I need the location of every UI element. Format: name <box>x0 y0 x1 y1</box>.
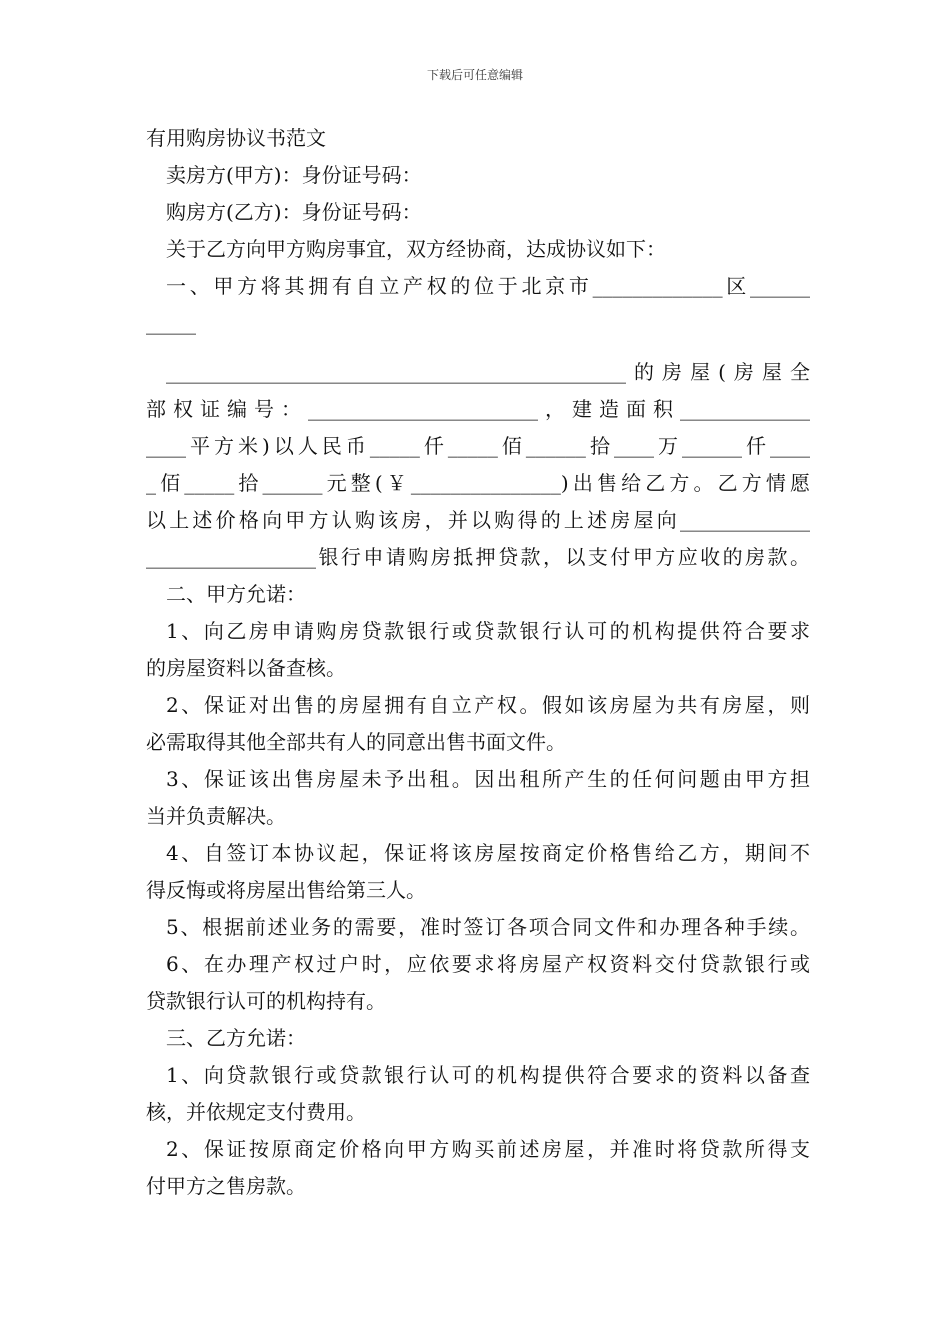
clause-1-line-1: 一、甲方将其拥有自立产权的位于北京市_____________区______ <box>166 274 810 298</box>
section-2-item-3-line-2: 当并负责解决。 <box>146 804 286 828</box>
section-2-item-6-line-1: 6、在办理产权过户时，应依要求将房屋产权资料交付贷款银行或 <box>166 952 810 976</box>
section-3-heading: 三、乙方允诺： <box>166 1026 306 1050</box>
document-body <box>146 120 810 1205</box>
section-2-heading: 二、甲方允诺： <box>166 582 306 606</box>
section-2-item-1-line-2: 的房屋资料以备查核。 <box>146 656 346 680</box>
seller-line: 卖房方(甲方)：身份证号码： <box>166 163 422 187</box>
page-header-note: 下载后可任意编辑 <box>426 68 523 82</box>
section-2-item-5: 5、根据前述业务的需要，准时签订各项合同文件和办理各种手续。 <box>166 915 810 939</box>
section-2-item-4-line-1: 4、自签订本协议起，保证将该房屋按商定价格售给乙方，期间不 <box>166 841 810 865</box>
section-2-item-3-line-1: 3、保证该出售房屋未予出租。因出租所产生的任何问题由甲方担 <box>166 767 810 791</box>
clause-1-line-3: ______________________________________________的房屋(房屋全 <box>166 360 810 384</box>
clause-1-line-5: ____平方米)以人民币_____仟_____佰______拾____万______仟____ <box>146 434 810 458</box>
section-3-item-2-line-2: 付甲方之售房款。 <box>146 1174 306 1198</box>
document-title: 有用购房协议书范文 <box>146 126 326 150</box>
buyer-line: 购房方(乙方)：身份证号码： <box>166 200 422 224</box>
section-3-item-1-line-1: 1、向贷款银行或贷款银行认可的机构提供符合要求的资料以备查 <box>166 1063 810 1087</box>
clause-1-line-2: _____ <box>146 311 196 335</box>
section-2-item-1-line-1: 1、向乙房申请购房贷款银行或贷款银行认可的机构提供符合要求 <box>166 619 810 643</box>
section-3-item-1-line-2: 核，并依规定支付费用。 <box>146 1100 366 1124</box>
section-2-item-2-line-2: 必需取得其他全部共有人的同意出售书面文件。 <box>146 730 566 754</box>
clause-1-line-4: 部权证编号：_______________________，建造面积_____________ <box>146 397 810 421</box>
clause-1-line-7: 以上述价格向甲方认购该房，并以购得的上述房屋向_____________ <box>146 508 810 532</box>
agreement-intro: 关于乙方向甲方购房事宜，双方经协商，达成协议如下： <box>166 237 666 261</box>
section-3-item-2-line-1: 2、保证按原商定价格向甲方购买前述房屋，并准时将贷款所得支 <box>166 1137 810 1161</box>
section-2-item-6-line-2: 贷款银行认可的机构持有。 <box>146 989 386 1013</box>
section-2-item-4-line-2: 得反悔或将房屋出售给第三人。 <box>146 878 426 902</box>
clause-1-line-8: _________________银行申请购房抵押贷款，以支付甲方应收的房款。 <box>146 545 810 569</box>
clause-1-line-6: _佰_____拾______元整(￥_______________)出售给乙方。乙方情愿 <box>146 471 810 495</box>
section-2-item-2-line-1: 2、保证对出售的房屋拥有自立产权。假如该房屋为共有房屋，则 <box>166 693 810 717</box>
